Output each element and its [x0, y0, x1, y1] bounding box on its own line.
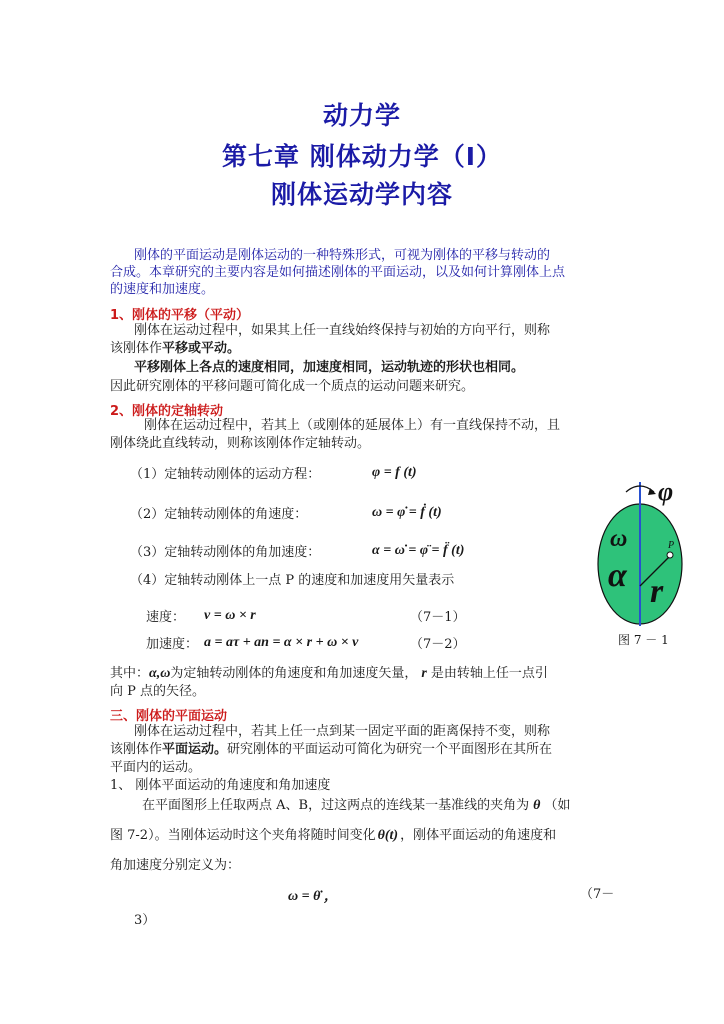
s3-para-rest: 研究刚体的平面运动可简化为研究一个平面图形在其所在 — [227, 742, 553, 757]
phi-label: φ — [658, 477, 674, 506]
eq-angular-velocity: ω = φ̇ = ḟ (t) — [372, 505, 442, 520]
s3-para2b-text: 图 7-2）。当刚体运动时这个夹角将随时间变化 — [110, 828, 376, 843]
figure-7-1 — [596, 476, 700, 640]
s1-key-statement: 平移刚体上各点的速度相同，加速度相同，运动轨迹的形状也相同。 — [134, 360, 525, 375]
s2-where-line-1 — [110, 665, 548, 682]
s2-item-2: （2）定轴转动刚体的角速度： — [130, 507, 308, 522]
s2-item-4: （4）定轴转动刚体上一点 P 的速度和加速度用矢量表示 — [130, 573, 455, 588]
eq-number-7-3-part-b: 3） — [134, 913, 156, 928]
eq-plane-angular-velocity: ω = θ̇ ， — [288, 889, 338, 904]
s3-para2-text: 在平面图形上任取两点 A、B，过这两点的连线某一基准线的夹角为 — [142, 798, 530, 813]
s3-para2-line-3: 角加速度分别定义为： — [110, 858, 241, 873]
s2-item-1: （1）定轴转动刚体的运动方程： — [130, 467, 321, 482]
s3-para2-line-2 — [110, 827, 556, 844]
s1-para-line-1: 刚体在运动过程中，如果其上任一直线始终保持与初始的方向平行，则称 — [134, 323, 551, 338]
s3-para-bold: 平面运动。 — [162, 742, 228, 757]
velocity-equation: v = ω × r — [204, 608, 256, 623]
intro-line-1: 刚体的平面运动是刚体运动的一种特殊形式，可视为刚体的平移与转动的 — [134, 248, 551, 263]
velocity-label: 速度： — [146, 610, 186, 625]
eq-number-7-3-part-a: （7－ — [580, 887, 615, 902]
theta-symbol: θ — [533, 798, 541, 813]
section-3-heading: 三、刚体的平面运动 — [110, 709, 228, 724]
s2-para-line-1: 刚体在运动过程中，若其上（或刚体的延展体上）有一直线保持不动，且 — [144, 418, 561, 433]
main-title: 动力学 — [322, 101, 401, 130]
s1-para-line-3: 因此研究刚体的平移问题可简化成一个质点的运动问题来研究。 — [110, 379, 475, 394]
s2-para-line-2: 刚体绕此直线转动，则称该刚体作定轴转动。 — [110, 436, 371, 451]
intro-line-3: 的速度和加速度。 — [110, 282, 215, 297]
p-label: P — [668, 540, 675, 551]
s3-para-line-2 — [110, 741, 552, 758]
alpha-label: α — [608, 557, 627, 594]
s2-item-3: （3）定轴转动刚体的角加速度： — [130, 545, 321, 560]
intro-line-2: 合成。本章研究的主要内容是如何描述刚体的平面运动，以及如何计算刚体上点 — [110, 265, 566, 280]
s1-para-text: 该刚体作 — [110, 341, 163, 356]
section-2-heading: 2、刚体的定轴转动 — [110, 404, 224, 419]
where-text: 为定轴转动刚体的角速度和角加速度矢量， — [170, 666, 418, 681]
r-label: r — [650, 573, 664, 610]
where-text-end: 是由转轴上任一点引 — [430, 666, 548, 681]
s3-para2-end: （如 — [544, 798, 571, 813]
where-symbols: α,ω — [149, 666, 171, 681]
point-p-marker — [667, 552, 673, 558]
eq-motion: φ = f (t) — [372, 465, 417, 480]
acceleration-label: 加速度： — [146, 637, 199, 652]
eq-number-7-1: （7－1） — [410, 610, 466, 625]
section-1-heading: 1、刚体的平移（平动） — [110, 308, 250, 323]
s1-para-line-2 — [110, 340, 240, 357]
theta-t-symbol: θ(t) — [377, 828, 399, 843]
s1-para-bold: 平移或平动。 — [162, 341, 241, 356]
s3-subheading-1: 1、 刚体平面运动的角速度和角加速度 — [110, 778, 331, 793]
omega-label: ω — [610, 526, 628, 552]
eq-angular-acceleration: α = ω̇ = φ̈ = f̈ (t) — [372, 543, 465, 558]
s3-para2b-end: ，刚体平面运动的角速度和 — [400, 828, 557, 843]
s3-para-line-3: 平面内的运动。 — [110, 760, 202, 775]
figure-caption: 图 7 － 1 — [618, 633, 669, 647]
s3-para2-line-1 — [142, 797, 570, 814]
eq-number-7-2: （7－2） — [410, 637, 466, 652]
chapter-title: 第七章 刚体动力学（Ⅰ） — [221, 142, 502, 171]
where-prefix: 其中： — [110, 666, 150, 681]
s3-para-text: 该刚体作 — [110, 742, 163, 757]
acceleration-equation: a = aτ + an = α × r + ω × v — [204, 635, 359, 650]
s3-para-line-1: 刚体在运动过程中，若其上任一点到某一固定平面的距离保持不变，则称 — [134, 724, 551, 739]
section-title: 刚体运动学内容 — [270, 180, 453, 209]
where-r-symbol: r — [421, 666, 427, 681]
s2-where-line-2: 向 P 点的矢径。 — [110, 684, 206, 699]
